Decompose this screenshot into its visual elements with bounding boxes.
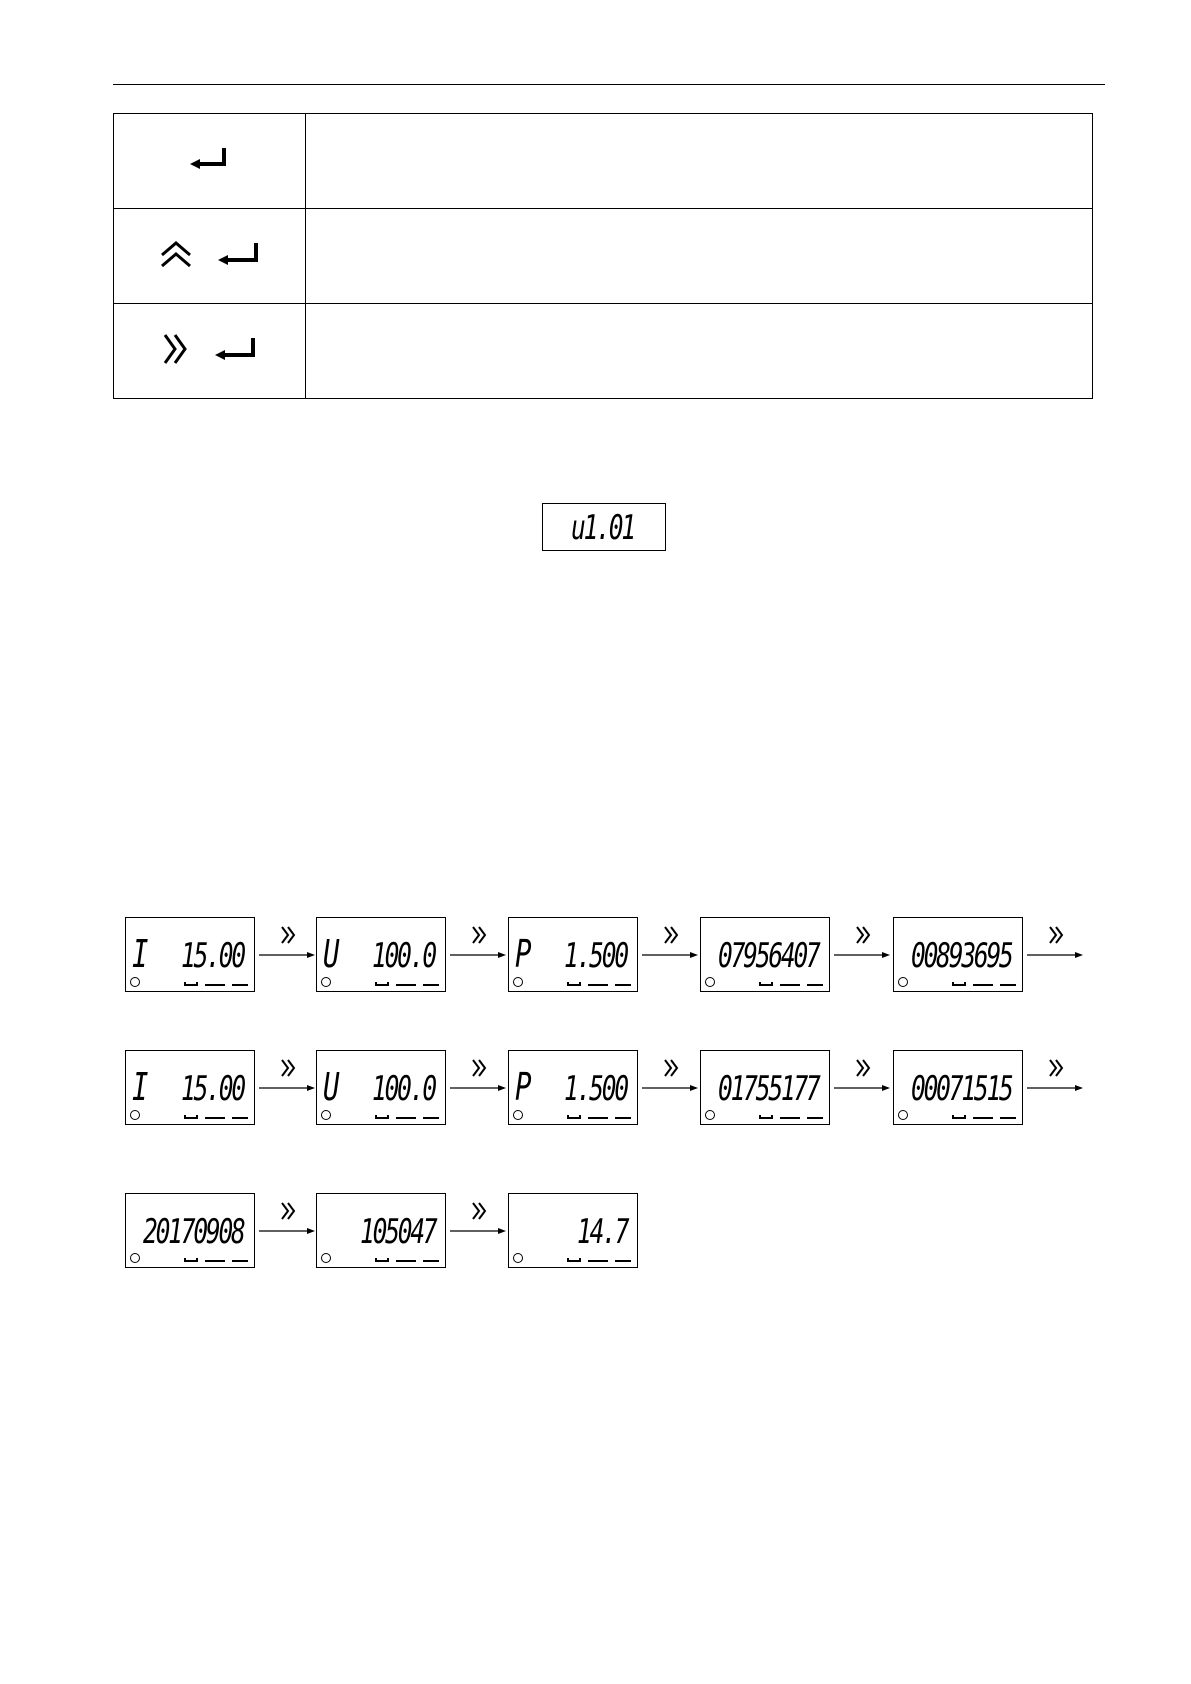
flow-arrow-icon <box>448 1199 508 1239</box>
version-display <box>542 503 666 551</box>
key-row-right-enter <box>114 304 1093 399</box>
lcd-value: 00071515 <box>911 1069 1012 1109</box>
lcd-value: 01755177 <box>718 1069 819 1109</box>
indicator-led-icon <box>321 1253 331 1263</box>
status-segments-icon <box>759 1115 823 1119</box>
indicator-led-icon <box>513 1110 523 1120</box>
key-description <box>306 114 1093 209</box>
lcd-value: 1.500 <box>564 1069 627 1109</box>
double-up-arrow-icon <box>158 239 194 269</box>
status-segments-icon <box>952 982 1016 986</box>
flow-arrow-icon <box>832 1056 892 1096</box>
lcd-value: 105047 <box>359 1212 435 1252</box>
status-segments-icon <box>567 1258 631 1262</box>
lcd-display <box>893 1050 1023 1125</box>
lcd-label: P <box>515 1065 532 1109</box>
indicator-led-icon <box>898 1110 908 1120</box>
lcd-display <box>700 917 830 992</box>
lcd-display <box>316 917 446 992</box>
flow-arrow-icon <box>832 923 892 963</box>
indicator-led-icon <box>130 1110 140 1120</box>
lcd-value: 15.00 <box>181 936 244 976</box>
lcd-display <box>125 1050 255 1125</box>
key-cell <box>114 114 306 209</box>
status-segments-icon <box>184 982 248 986</box>
lcd-value: 14.7 <box>576 1212 627 1252</box>
lcd-label: I <box>132 1065 149 1109</box>
flow-arrow-icon <box>257 923 317 963</box>
flow-arrow-icon <box>640 923 700 963</box>
lcd-value: 15.00 <box>181 1069 244 1109</box>
flow-arrow-icon <box>257 1199 317 1239</box>
status-segments-icon <box>375 1115 439 1119</box>
lcd-label: P <box>515 932 532 976</box>
enter-icon <box>188 144 232 174</box>
status-segments-icon <box>759 982 823 986</box>
flow-arrow-icon <box>257 1056 317 1096</box>
lcd-label: I <box>132 932 149 976</box>
status-segments-icon <box>375 982 439 986</box>
status-segments-icon <box>184 1258 248 1262</box>
version-value: u1.01 <box>571 508 634 548</box>
lcd-value: 00893695 <box>911 936 1012 976</box>
status-segments-icon <box>952 1115 1016 1119</box>
lcd-display <box>508 1050 638 1125</box>
indicator-led-icon <box>130 1253 140 1263</box>
key-cell <box>114 304 306 399</box>
flow-arrow-icon <box>1025 1056 1085 1096</box>
header-rule <box>113 84 1105 85</box>
enter-icon <box>216 239 262 269</box>
lcd-display <box>316 1193 446 1268</box>
lcd-display <box>316 1050 446 1125</box>
lcd-value: 100.0 <box>372 936 435 976</box>
flow-arrow-icon <box>640 1056 700 1096</box>
lcd-value: 100.0 <box>372 1069 435 1109</box>
flow-arrow-icon <box>448 1056 508 1096</box>
lcd-display <box>125 917 255 992</box>
double-right-arrow-icon <box>161 332 191 366</box>
status-segments-icon <box>184 1115 248 1119</box>
lcd-display <box>508 917 638 992</box>
lcd-value: 07956407 <box>718 936 819 976</box>
lcd-display <box>893 917 1023 992</box>
key-description <box>306 304 1093 399</box>
key-cell <box>114 209 306 304</box>
indicator-led-icon <box>513 1253 523 1263</box>
indicator-led-icon <box>130 977 140 987</box>
lcd-label: U <box>323 1065 340 1109</box>
status-segments-icon <box>567 1115 631 1119</box>
indicator-led-icon <box>321 977 331 987</box>
key-row-enter <box>114 114 1093 209</box>
indicator-led-icon <box>513 977 523 987</box>
indicator-led-icon <box>898 977 908 987</box>
key-description <box>306 209 1093 304</box>
flow-arrow-icon <box>448 923 508 963</box>
lcd-display <box>125 1193 255 1268</box>
status-segments-icon <box>567 982 631 986</box>
lcd-value: 1.500 <box>564 936 627 976</box>
key-row-up-enter <box>114 209 1093 304</box>
lcd-value: 20170908 <box>143 1212 244 1252</box>
lcd-label: U <box>323 932 340 976</box>
lcd-display <box>508 1193 638 1268</box>
indicator-led-icon <box>705 977 715 987</box>
key-function-table <box>113 113 1093 399</box>
indicator-led-icon <box>705 1110 715 1120</box>
lcd-display <box>700 1050 830 1125</box>
flow-arrow-icon <box>1025 923 1085 963</box>
indicator-led-icon <box>321 1110 331 1120</box>
status-segments-icon <box>375 1258 439 1262</box>
enter-icon <box>213 334 259 364</box>
